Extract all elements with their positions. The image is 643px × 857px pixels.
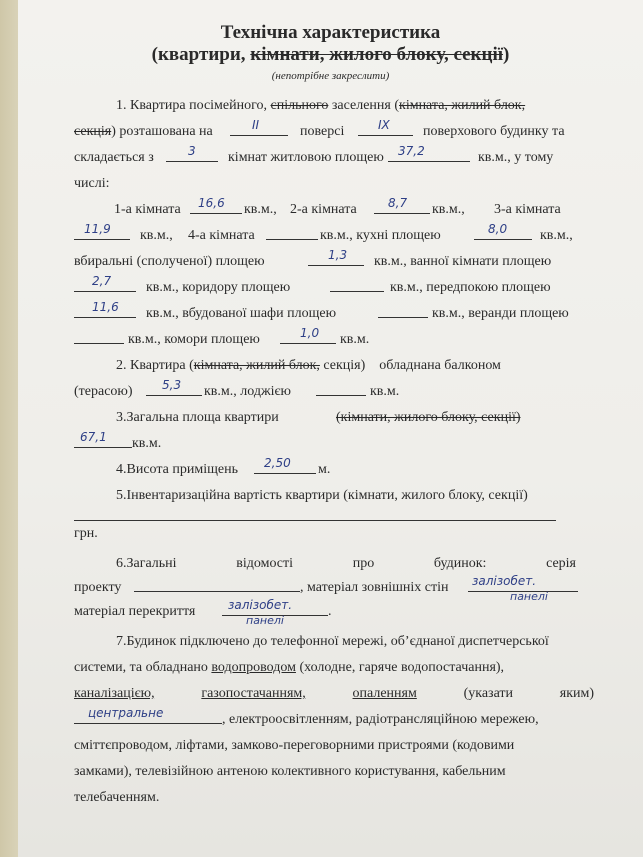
p7-line6: замками), телевізійною антеною колективного користування, кабельним xyxy=(74,764,506,779)
wardrobe-field xyxy=(378,317,428,318)
hall-field xyxy=(74,317,136,318)
room2-value: 8,7 xyxy=(388,196,408,210)
p3-struck: (кімнати, жилого блоку, секції) xyxy=(336,410,521,425)
room3-label: 3-а кімната xyxy=(494,202,561,217)
pantry-value: 1,0 xyxy=(300,326,320,340)
wardrobe-label: кв.м., вбудованої шафи площею xyxy=(146,306,337,321)
room1-label: 1-а кімната xyxy=(114,202,181,217)
incl-label: числі: xyxy=(74,176,110,191)
toilet-label: вбиральні (сполученої) площею xyxy=(74,254,265,269)
kitchen-unit: кв.м., xyxy=(540,228,573,243)
pantry-label: кв.м., комори площею xyxy=(128,332,260,347)
room4b-field xyxy=(266,239,318,240)
room2-label: 2-а кімната xyxy=(290,202,357,217)
inventory-field xyxy=(74,520,556,521)
walls-value: залізобет. xyxy=(472,574,537,588)
loggia-field xyxy=(316,395,366,396)
heating-field xyxy=(74,723,222,724)
veranda-label: кв.м., веранди площею xyxy=(432,306,569,321)
rooms-count-value: 3 xyxy=(188,144,196,158)
pantry-unit: кв.м. xyxy=(340,332,370,347)
kitchen-label: кв.м., кухні площею xyxy=(320,228,441,243)
balcony-field xyxy=(146,395,202,396)
pantry-field xyxy=(280,343,336,344)
loggia-label: кв.м., лоджією xyxy=(204,384,292,399)
p7-line3: каналізацією, газопостачанням, опаленням (указати яким) xyxy=(74,686,595,701)
floor-value: ІІ xyxy=(252,118,260,132)
heating-value: центральне xyxy=(88,706,164,720)
corridor-label: кв.м., коридору площею xyxy=(146,280,291,295)
floors-total-field xyxy=(358,135,413,136)
room1-value: 16,6 xyxy=(198,196,225,210)
living-area-unit: кв.м., у тому xyxy=(478,150,554,165)
total-value: 67,1 xyxy=(80,430,107,444)
strike-note: (непотрібне закреслити) xyxy=(271,70,390,82)
loggia-unit: кв.м. xyxy=(370,384,400,399)
height-unit: м. xyxy=(318,462,331,477)
ceiling-value: залізобет. xyxy=(228,598,293,612)
walls-label: , матеріал зовнішніх стін xyxy=(300,580,449,595)
bathroom-label: кв.м., ванної кімнати площею xyxy=(374,254,552,269)
rooms-count-label: складається з xyxy=(74,150,154,165)
veranda-field xyxy=(74,343,124,344)
ceiling-dot: . xyxy=(328,604,332,619)
room2-unit: кв.м., xyxy=(432,202,465,217)
room4-label: 4-а кімната xyxy=(188,228,255,243)
p1-line1: 1. Квартира посімейного, спільного заселення (кімната, жилий блок, xyxy=(116,98,526,113)
corridor-field xyxy=(330,291,384,292)
p7-line7: телебаченням. xyxy=(74,790,160,805)
page-subtitle: (квартири, кімнати, жилого блоку, секції) xyxy=(151,44,510,65)
balcony-value: 5,3 xyxy=(162,378,182,392)
ceiling-value-2: панелі xyxy=(246,614,284,627)
inventory-label: 5.Інвентаризаційна вартість квартири (кімнати, жилого блоку, секції) xyxy=(116,488,528,503)
project-field xyxy=(134,591,300,592)
inventory-unit: грн. xyxy=(74,526,98,541)
p3-label: 3.Загальна площа квартири xyxy=(116,410,279,425)
height-value: 2,50 xyxy=(264,456,291,470)
living-area-field xyxy=(388,161,470,162)
room4-field xyxy=(74,239,130,240)
walls-value-2: панелі xyxy=(510,590,548,603)
rooms-count-field xyxy=(166,161,218,162)
total-unit: кв.м. xyxy=(132,436,162,451)
bathroom-field xyxy=(74,291,136,292)
living-area-label: кімнат житловою площею xyxy=(228,150,384,165)
room1-field xyxy=(190,213,242,214)
room4-value: 11,9 xyxy=(84,222,111,236)
floors-total-label: поверхового будинку та xyxy=(423,124,565,139)
height-field xyxy=(254,473,316,474)
toilet-value: 1,3 xyxy=(328,248,348,262)
p7-line2: системи, та обладнано водопроводом (холодне, гаряче водопостачання), xyxy=(74,660,505,675)
floor-label: поверсі xyxy=(300,124,345,139)
kitchen-field xyxy=(474,239,532,240)
p1-line2: секція) розташована на xyxy=(74,124,213,139)
hall-label: кв.м., передпокою площею xyxy=(390,280,551,295)
p7-line1: 7.Будинок підключено до телефонної мережі, об’єднаної диспетчерської xyxy=(116,634,549,649)
hall-value: 11,6 xyxy=(92,300,119,314)
room1-unit: кв.м., xyxy=(244,202,277,217)
living-area-value: 37,2 xyxy=(398,144,425,158)
p6-line1: 6.Загальні відомості про будинок: серія xyxy=(116,556,576,571)
document-page xyxy=(18,0,643,857)
project-label: проекту xyxy=(74,580,122,595)
floor-field xyxy=(230,135,288,136)
p7-line4: , електроосвітленням, радіотрансляційною мережею, xyxy=(222,712,539,727)
total-field xyxy=(74,447,132,448)
p2-terrace: (терасою) xyxy=(74,384,133,399)
toilet-field xyxy=(308,265,364,266)
kitchen-value: 8,0 xyxy=(488,222,508,236)
room4-pre-unit: кв.м., xyxy=(140,228,173,243)
page-title: Технічна характеристика xyxy=(220,22,441,43)
height-label: 4.Висота приміщень xyxy=(116,462,238,477)
ceiling-label: матеріал перекриття xyxy=(74,604,196,619)
p7-line5: сміттєпроводом, ліфтами, замково-переговорними пристроями (кодовими xyxy=(74,738,515,753)
room2-field xyxy=(374,213,430,214)
bathroom-value: 2,7 xyxy=(92,274,112,288)
floors-total-value: ІХ xyxy=(378,118,390,132)
p2-line1: 2. Квартира (кімната, жилий блок, секція) обладнана балконом xyxy=(116,358,501,373)
